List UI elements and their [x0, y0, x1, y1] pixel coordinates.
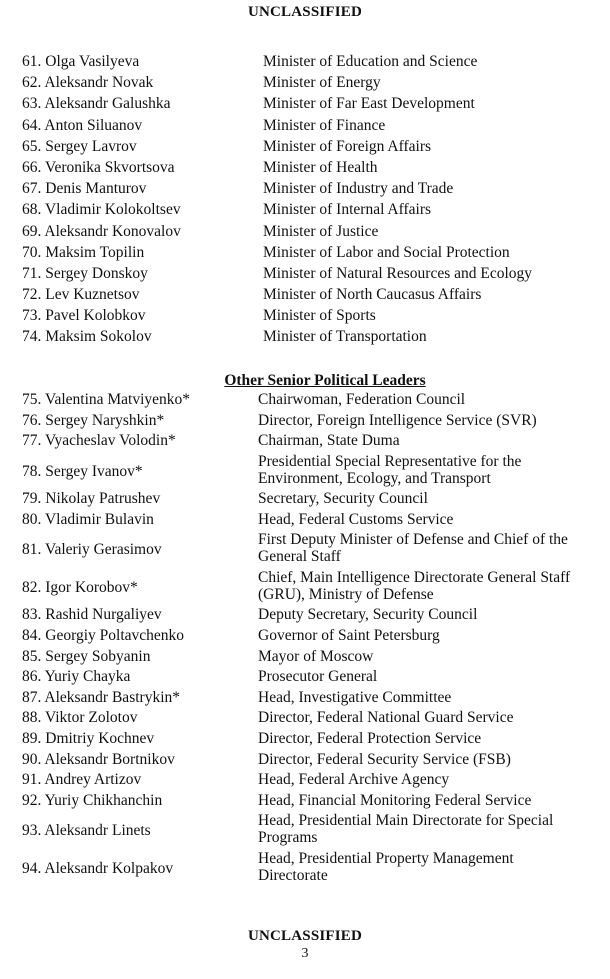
- section-heading: Other Senior Political Leaders: [224, 372, 426, 389]
- person-title: Director, Federal Security Service (FSB): [258, 750, 511, 768]
- list-item: [0, 606, 610, 627]
- person-title: Presidential Special Representative for the Environment, Ecology, and Transport: [258, 452, 522, 487]
- classification-header: UNCLASSIFIED: [247, 4, 363, 20]
- list-item: [0, 771, 610, 792]
- person-title: Chairman, State Duma: [258, 432, 400, 450]
- list-item: [0, 307, 610, 328]
- list-item: [0, 709, 610, 730]
- list-item: [0, 453, 610, 491]
- person-name: 90. Aleksandr Bortnikov: [22, 750, 175, 768]
- list-item: [0, 286, 610, 307]
- person-name: 79. Nikolay Patrushev: [22, 490, 161, 508]
- person-name: 86. Yuriy Chayka: [22, 668, 131, 686]
- person-title: Mayor of Moscow: [258, 647, 374, 665]
- person-title: Minister of Internal Affairs: [263, 201, 432, 219]
- list-item: [0, 265, 610, 286]
- person-title: Head, Presidential Property Management Directorate: [258, 849, 514, 884]
- person-name: 63. Aleksandr Galushka: [22, 95, 171, 113]
- list-item: [0, 648, 610, 669]
- person-name: 68. Vladimir Kolokoltsev: [22, 201, 181, 219]
- list-item: [0, 730, 610, 751]
- person-title: Head, Presidential Main Directorate for Special Programs: [258, 812, 554, 847]
- list-item: [0, 751, 610, 772]
- person-title: Director, Federal Protection Service: [258, 730, 482, 748]
- person-title: Director, Federal National Guard Service: [258, 709, 514, 727]
- person-title: Minister of Far East Development: [263, 95, 475, 113]
- list-item: [0, 201, 610, 222]
- person-name: 78. Sergey Ivanov*: [22, 462, 143, 480]
- list-item: [0, 490, 610, 511]
- list-item: [0, 159, 610, 180]
- list-item: [0, 223, 610, 244]
- person-name: 83. Rashid Nurgaliyev: [22, 606, 162, 624]
- person-title: Minister of Industry and Trade: [263, 180, 454, 198]
- person-title: Minister of Education and Science: [263, 53, 478, 70]
- list-item: [0, 569, 610, 607]
- person-name: 73. Pavel Kolobkov: [22, 307, 146, 325]
- person-name: 77. Vyacheslav Volodin*: [22, 432, 176, 450]
- person-name: 91. Andrey Artizov: [22, 771, 142, 789]
- person-name: 76. Sergey Naryshkin*: [22, 411, 165, 429]
- list-item: [0, 531, 610, 569]
- person-name: 71. Sergey Donskoy: [22, 264, 148, 282]
- list-item: [0, 812, 610, 850]
- list-item: [0, 689, 610, 710]
- person-title: Minister of Finance: [263, 116, 386, 134]
- person-name: 80. Vladimir Bulavin: [22, 510, 154, 528]
- person-name: 67. Denis Manturov: [22, 180, 147, 198]
- list-item: [0, 328, 610, 349]
- list-item: [0, 412, 610, 433]
- person-name: 75. Valentina Matviyenko*: [22, 391, 191, 408]
- person-name: 70. Maksim Topilin: [22, 243, 145, 261]
- person-title: Minister of Energy: [263, 74, 381, 92]
- person-name: 66. Veronika Skvortsova: [22, 158, 175, 176]
- person-title: Secretary, Security Council: [258, 490, 428, 508]
- person-name: 93. Aleksandr Linets: [22, 822, 151, 840]
- leaders-list: [0, 391, 610, 887]
- list-item: [0, 138, 610, 159]
- list-item: [0, 432, 610, 453]
- person-title: Head, Investigative Committee: [258, 688, 452, 706]
- list-item: [0, 74, 610, 95]
- person-title: Minister of Labor and Social Protection: [263, 243, 510, 261]
- person-title: Prosecutor General: [258, 668, 378, 686]
- person-name: 82. Igor Korobov*: [22, 578, 138, 596]
- person-name: 64. Anton Siluanov: [22, 116, 143, 134]
- person-title: Minister of Health: [263, 158, 378, 176]
- person-name: 72. Lev Kuznetsov: [22, 286, 140, 304]
- ministers-list: [0, 53, 610, 350]
- person-title: Governor of Saint Petersburg: [258, 627, 440, 645]
- person-name: 89. Dmitriy Kochnev: [22, 730, 155, 748]
- person-name: 94. Aleksandr Kolpakov: [22, 859, 174, 877]
- person-name: 81. Valeriy Gerasimov: [22, 541, 162, 559]
- list-item: [0, 627, 610, 648]
- person-title: Head, Federal Archive Agency: [258, 771, 450, 789]
- list-item: [0, 95, 610, 116]
- classification-footer: UNCLASSIFIED: [247, 928, 363, 944]
- list-item: [0, 391, 610, 412]
- list-item: [0, 850, 610, 888]
- person-title: Head, Federal Customs Service: [258, 510, 454, 528]
- person-name: 88. Viktor Zolotov: [22, 709, 138, 727]
- person-title: Minister of Transportation: [263, 328, 427, 346]
- person-title: Chief, Main Intelligence Directorate General Staff (GRU), Ministry of Defense: [258, 568, 571, 603]
- person-title: Minister of North Caucasus Affairs: [263, 286, 482, 304]
- list-item: [0, 668, 610, 689]
- list-item: [0, 792, 610, 813]
- list-item: [0, 511, 610, 532]
- person-name: 84. Georgiy Poltavchenko: [22, 627, 185, 645]
- person-title: Head, Financial Monitoring Federal Service: [258, 791, 532, 809]
- person-title: First Deputy Minister of Defense and Chief of the General Staff: [258, 531, 568, 566]
- person-title: Director, Foreign Intelligence Service (SVR): [258, 411, 537, 429]
- person-title: Minister of Sports: [263, 307, 376, 325]
- person-name: 92. Yuriy Chikhanchin: [22, 791, 163, 809]
- person-title: Minister of Foreign Affairs: [263, 137, 432, 155]
- person-title: Minister of Natural Resources and Ecology: [263, 264, 533, 282]
- person-title: Deputy Secretary, Security Council: [258, 606, 478, 624]
- list-item: [0, 180, 610, 201]
- person-name: 85. Sergey Sobyanin: [22, 647, 151, 665]
- person-name: 65. Sergey Lavrov: [22, 137, 137, 155]
- person-name: 61. Olga Vasilyeva: [22, 53, 140, 70]
- person-name: 62. Aleksandr Novak: [22, 74, 154, 92]
- person-name: 69. Aleksandr Konovalov: [22, 222, 181, 240]
- page-number: 3: [301, 946, 309, 961]
- person-name: 87. Aleksandr Bastrykin*: [22, 688, 180, 706]
- list-item: [0, 244, 610, 265]
- list-item: [0, 117, 610, 138]
- list-item: [0, 53, 610, 74]
- person-title: Chairwoman, Federation Council: [258, 391, 466, 408]
- person-name: 74. Maksim Sokolov: [22, 328, 152, 346]
- person-title: Minister of Justice: [263, 222, 379, 240]
